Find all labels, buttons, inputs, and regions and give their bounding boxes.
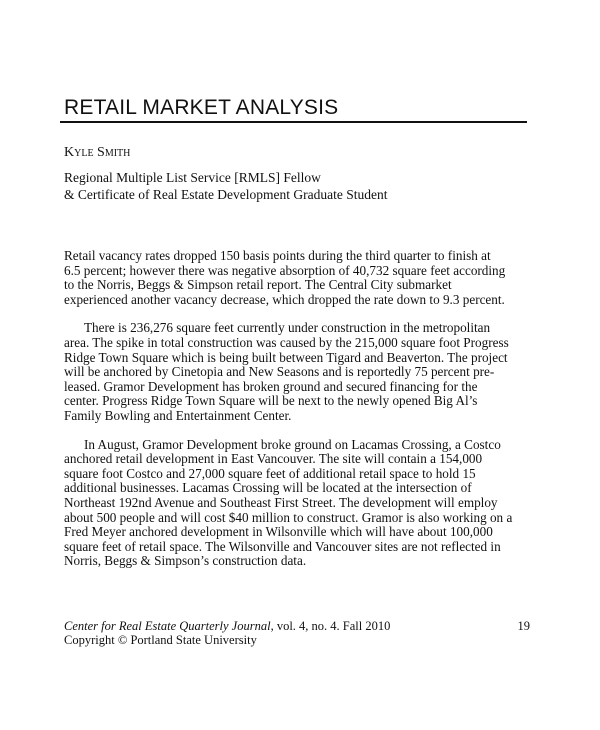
article-body — [64, 249, 534, 583]
page-footer — [64, 619, 530, 647]
text-line: square feet of retail space. The Wilsonville and Vancouver sites are not reflected in — [64, 538, 501, 554]
text-line: Retail vacancy rates dropped 150 basis points during the third quarter to finish at — [64, 248, 491, 263]
paragraph-2 — [64, 321, 534, 423]
paragraph-3 — [64, 438, 534, 569]
text-line: additional businesses. Lacamas Crossing will be located at the intersection of — [64, 480, 472, 496]
text-line: leased. Gramor Development has broken ground and secured financing for the — [64, 378, 478, 394]
copyright-line: Copyright © Portland State University — [64, 633, 257, 647]
text-line: Norris, Beggs & Simpson’s construction data. — [64, 553, 307, 569]
footer-citation-row — [64, 619, 530, 633]
text-line: anchored retail development in East Vancouver. The site will contain a 154,000 — [64, 451, 483, 467]
author-name: Kyle Smith — [64, 145, 131, 160]
text-line: center. Progress Ridge Town Square will be next to the newly opened Big Al’s — [64, 393, 478, 409]
article-title: RETAIL MARKET ANALYSIS — [64, 96, 339, 119]
text-line: Northeast 192nd Avenue and Southeast First Street. The development will employ — [64, 494, 498, 510]
text-line: 6.5 percent; however there was negative absorption of 40,732 square feet according — [64, 262, 506, 278]
journal-name: Center for Real Estate Quarterly Journal — [64, 619, 271, 633]
text-line: There is 236,276 square feet currently under construction in the metropolitan — [84, 320, 491, 336]
text-line: square foot Costco and 27,000 square feet of additional retail space to hold 15 — [64, 465, 476, 481]
text-line: In August, Gramor Development broke ground on Lacamas Crossing, a Costco — [84, 436, 501, 452]
text-line: about 500 people and will cost $40 million to construct. Gramor is also working on a — [64, 509, 513, 525]
text-line: area. The spike in total construction was caused by the 215,000 square foot Progress — [64, 334, 509, 350]
title-rule — [60, 121, 527, 123]
paragraph-1 — [64, 249, 534, 307]
journal-citation: , vol. 4, no. 4. Fall 2010 — [270, 619, 391, 633]
text-line: Fred Meyer anchored development in Wilsonville which will have about 100,000 — [64, 524, 493, 540]
affiliation-line: & Certificate of Real Estate Development Graduate Student — [64, 187, 388, 202]
text-line: Ridge Town Square which is being built between Tigard and Beaverton. The project — [64, 349, 508, 365]
text-line: will be anchored by Cinetopia and New Seasons and is reportedly 75 percent pre- — [64, 364, 495, 380]
author-affiliation — [64, 169, 388, 203]
page-number: 19 — [517, 619, 530, 633]
text-line: experienced another vacancy decrease, which dropped the rate down to 9.3 percent. — [64, 291, 505, 307]
text-line: Family Bowling and Entertainment Center. — [64, 407, 292, 423]
affiliation-line: Regional Multiple List Service [RMLS] Fellow — [64, 170, 321, 185]
text-line: to the Norris, Beggs & Simpson retail report. The Central City submarket — [64, 277, 452, 293]
